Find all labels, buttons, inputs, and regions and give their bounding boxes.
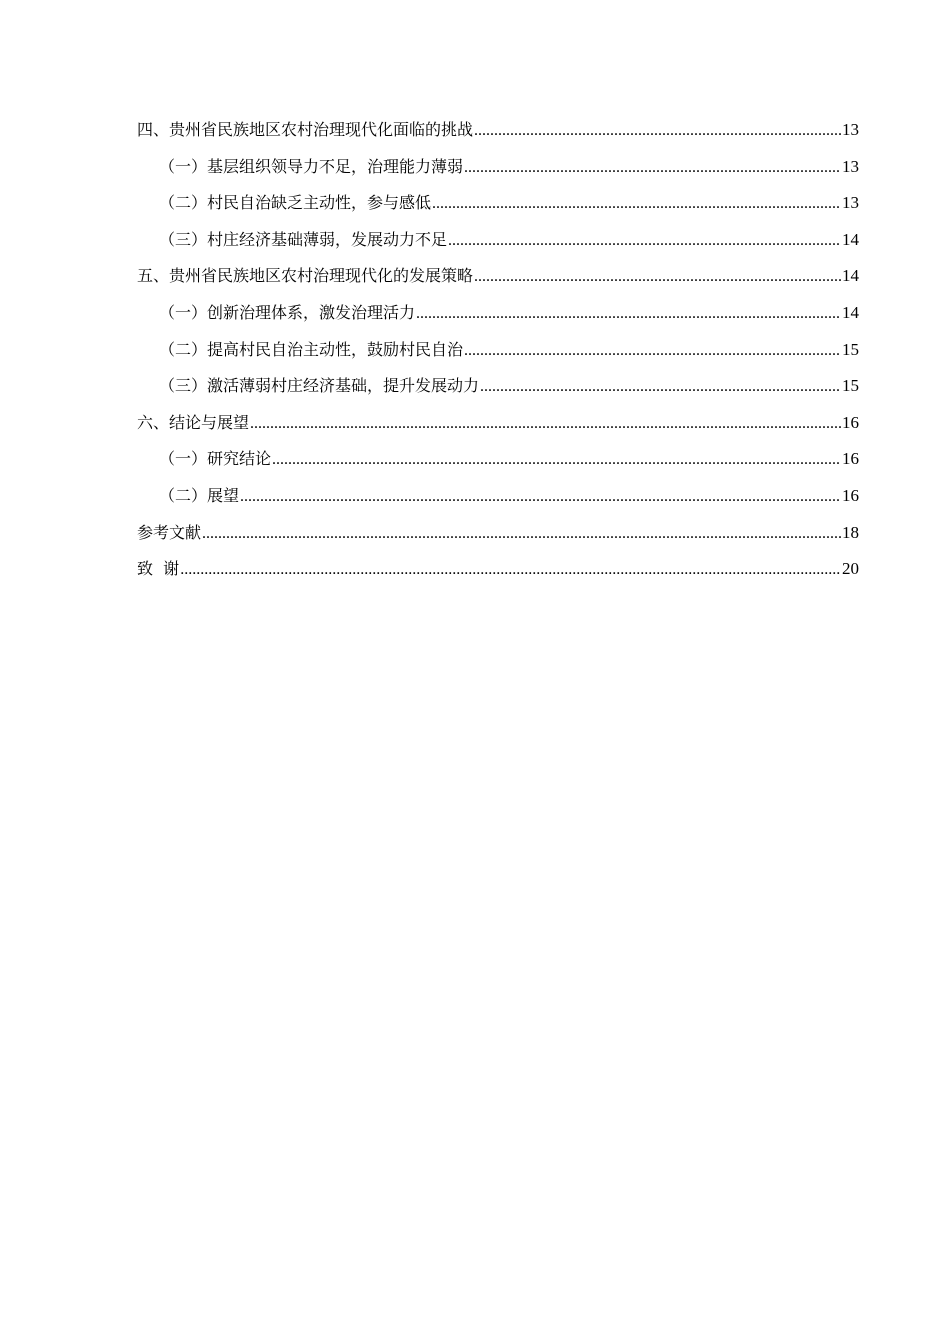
- toc-entry-title: （一）基层组织领导力不足，治理能力薄弱: [159, 156, 464, 176]
- toc-entry-title: （二）提高村民自治主动性，鼓励村民自治: [159, 339, 464, 359]
- toc-page-number: 14: [842, 229, 859, 249]
- toc-page-number: 16: [842, 485, 859, 505]
- toc-dot-leader: [432, 186, 841, 222]
- toc-entry-title: （二）展望: [159, 485, 240, 505]
- toc-entry-title: （一）创新治理体系，激发治理活力: [159, 302, 416, 322]
- toc-entry-chapter-6[interactable]: [137, 405, 859, 442]
- toc-page-number: 15: [842, 339, 859, 359]
- toc-entry-5-2[interactable]: [137, 332, 859, 369]
- toc-page-number: 18: [842, 522, 859, 542]
- toc-entry-title: 四、贵州省民族地区农村治理现代化面临的挑战: [137, 120, 474, 139]
- toc-entry-title: （三）激活薄弱村庄经济基础，提升发展动力: [159, 376, 480, 396]
- toc-dot-leader: [416, 296, 841, 332]
- toc-entry-title: （二）村民自治缺乏主动性，参与感低: [159, 193, 432, 213]
- toc-entry-5-3[interactable]: [137, 368, 859, 405]
- toc-entry-acknowledgements[interactable]: [137, 551, 859, 588]
- toc-entry-title: 参考文献: [137, 522, 202, 542]
- toc-page-number: 20: [842, 559, 859, 579]
- toc-dot-leader: [480, 369, 841, 405]
- toc-entry-chapter-4[interactable]: [137, 112, 859, 149]
- toc-entry-4-1[interactable]: [137, 149, 859, 186]
- toc-dot-leader: [250, 406, 841, 442]
- toc-entry-title: 致 谢: [137, 559, 180, 579]
- toc-dot-leader: [272, 442, 841, 478]
- toc-dot-leader: [474, 113, 841, 149]
- toc-dot-leader: [202, 516, 841, 552]
- toc-page-number: 13: [842, 156, 859, 176]
- table-of-contents: [137, 112, 859, 588]
- toc-dot-leader: [464, 150, 841, 186]
- toc-page-number: 16: [842, 412, 859, 432]
- toc-dot-leader: [474, 259, 841, 295]
- toc-entry-6-2[interactable]: [137, 478, 859, 515]
- toc-entry-references[interactable]: [137, 515, 859, 552]
- toc-entry-5-1[interactable]: [137, 295, 859, 332]
- toc-entry-4-2[interactable]: [137, 185, 859, 222]
- toc-entry-title: 六、结论与展望: [137, 412, 250, 432]
- toc-page-number: 14: [842, 302, 859, 322]
- toc-entry-title: 五、贵州省民族地区农村治理现代化的发展策略: [137, 266, 474, 286]
- toc-page-number: 13: [842, 193, 859, 213]
- toc-entry-6-1[interactable]: [137, 441, 859, 478]
- toc-entry-title: （一）研究结论: [159, 449, 272, 469]
- toc-dot-leader: [180, 552, 841, 588]
- toc-page-number: 15: [842, 376, 859, 396]
- toc-entry-chapter-5[interactable]: [137, 258, 859, 295]
- toc-page-number: 13: [842, 120, 859, 139]
- toc-page-number: 14: [842, 266, 859, 286]
- toc-dot-leader: [240, 479, 841, 515]
- toc-entry-title: （三）村庄经济基础薄弱，发展动力不足: [159, 229, 448, 249]
- toc-entry-4-3[interactable]: [137, 222, 859, 259]
- toc-dot-leader: [448, 223, 841, 259]
- toc-page-number: 16: [842, 449, 859, 469]
- toc-dot-leader: [464, 333, 841, 369]
